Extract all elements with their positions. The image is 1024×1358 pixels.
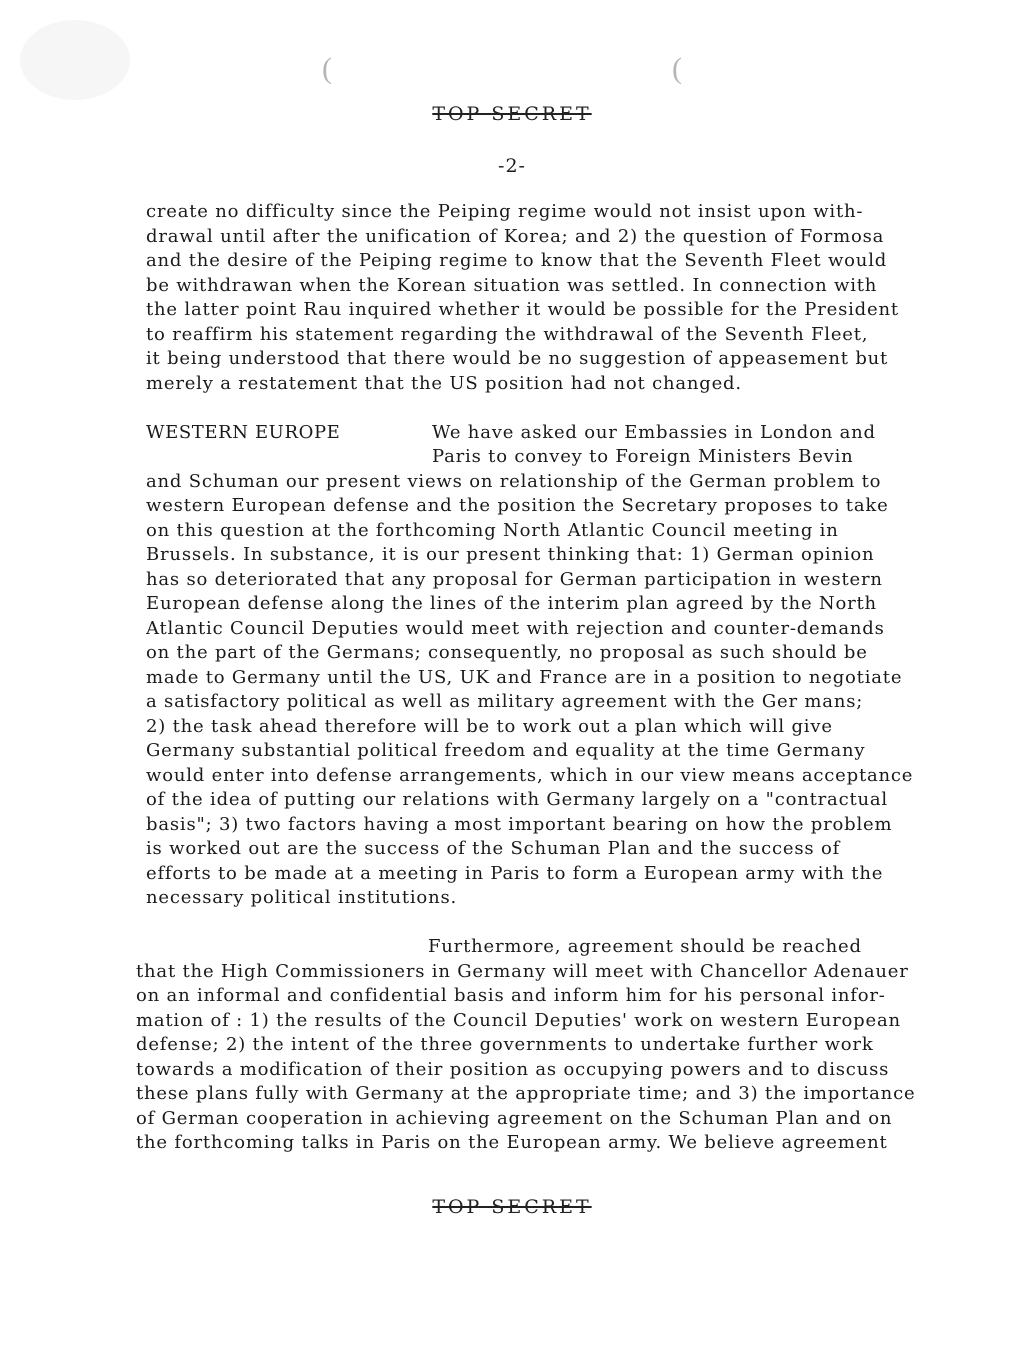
text-line: Germany substantial political freedom and equality at the time Germany: [146, 740, 866, 761]
text-line: the forthcoming talks in Paris on the European army. We believe agreement: [136, 1132, 888, 1153]
text-line: efforts to be made at a meeting in Paris to form a European army with the: [146, 863, 884, 884]
text-line: would enter into defense arrangements, which in our view means acceptance: [146, 765, 914, 786]
text-line: and Schuman our present views on relationship of the German problem to: [146, 471, 882, 492]
text-line: of the idea of putting our relations with Germany largely on a "contractual: [146, 789, 888, 810]
text-line: Paris to convey to Foreign Ministers Bevin: [432, 446, 854, 467]
text-line: European defense along the lines of the interim plan agreed by the North: [146, 593, 877, 614]
classification-footer: TOP SECRET: [432, 1196, 592, 1218]
text-line: create no difficulty since the Peiping regime would not insist upon with-: [146, 201, 864, 222]
text-line: drawal until after the unification of Korea; and 2) the question of Formosa: [146, 226, 885, 247]
text-line: of German cooperation in achieving agreement on the Schuman Plan and on: [136, 1108, 893, 1129]
text-line: western European defense and the position the Secretary proposes to take: [146, 495, 889, 516]
text-line: defense; 2) the intent of the three governments to undertake further work: [136, 1034, 874, 1055]
text-line: be withdrawan when the Korean situation was settled. In connection with: [146, 275, 878, 296]
text-line: necessary political institutions.: [146, 887, 458, 908]
section-heading: WESTERN EUROPE: [146, 422, 341, 443]
paper-smudge: [20, 20, 130, 100]
text-line: made to Germany until the US, UK and France are in a position to negotiate: [146, 667, 903, 688]
text-line: that the High Commissioners in Germany will meet with Chancellor Adenauer: [136, 961, 909, 982]
text-line: Furthermore, agreement should be reached: [428, 936, 862, 957]
text-line: mation of : 1) the results of the Council Deputies' work on western European: [136, 1010, 901, 1031]
text-line: 2) the task ahead therefore will be to work out a plan which will give: [146, 716, 833, 737]
text-line: Brussels. In substance, it is our present thinking that: 1) German opinion: [146, 544, 875, 565]
page-number: -2-: [498, 155, 526, 177]
text-line: towards a modification of their position as occupying powers and to discuss: [136, 1059, 890, 1080]
text-line: the latter point Rau inquired whether it would be possible for the President: [146, 299, 899, 320]
text-line: on an informal and confidential basis and inform him for his personal infor-: [136, 985, 886, 1006]
text-line: on the part of the Germans; consequently, no proposal as such should be: [146, 642, 868, 663]
text-line: Atlantic Council Deputies would meet with rejection and counter-demands: [146, 618, 885, 639]
text-line: basis"; 3) two factors having a most important bearing on how the problem: [146, 814, 893, 835]
text-line: We have asked our Embassies in London and: [432, 422, 876, 443]
text-line: merely a restatement that the US position had not changed.: [146, 373, 742, 394]
text-line: a satisfactory political as well as military agreement with the Ger mans;: [146, 691, 864, 712]
text-line: to reaffirm his statement regarding the withdrawal of the Seventh Fleet,: [146, 324, 869, 345]
text-line: is worked out are the success of the Schuman Plan and the success of: [146, 838, 841, 859]
text-line: and the desire of the Peiping regime to know that the Seventh Fleet would: [146, 250, 888, 271]
punch-mark-left: (: [322, 52, 332, 85]
text-line: has so deteriorated that any proposal for German participation in western: [146, 569, 883, 590]
text-line: these plans fully with Germany at the appropriate time; and 3) the importance: [136, 1083, 916, 1104]
punch-mark-right: (: [672, 52, 682, 85]
text-line: it being understood that there would be no suggestion of appeasement but: [146, 348, 889, 369]
classification-header: TOP SECRET: [432, 103, 592, 125]
text-line: on this question at the forthcoming North Atlantic Council meeting in: [146, 520, 839, 541]
